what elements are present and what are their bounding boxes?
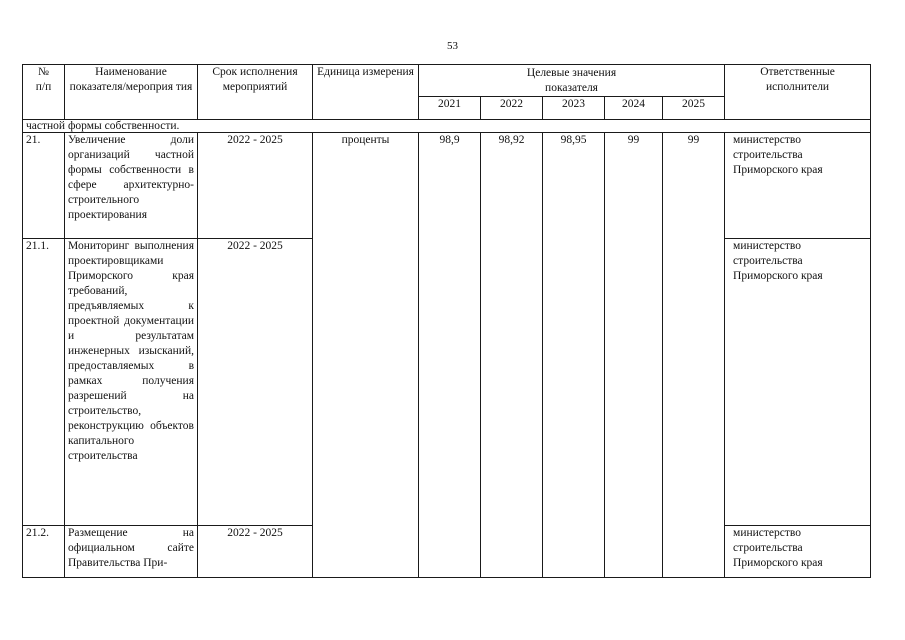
row-name: Размещение на официальном сайте Правительства При- <box>65 526 198 578</box>
header-target <box>419 65 725 97</box>
header-target-label: Целевые значения показателя <box>526 66 617 94</box>
row-value-2024 <box>605 239 663 526</box>
row-responsible: министерство строительства Приморского края <box>725 133 871 239</box>
table-row <box>23 133 871 239</box>
row-responsible: министерство строительства Приморского края <box>725 239 871 526</box>
row-unit: проценты <box>313 133 419 239</box>
year-2022: 2022 <box>481 97 543 120</box>
row-value-2025 <box>663 526 725 578</box>
header-row <box>23 65 871 97</box>
group-row <box>23 120 871 133</box>
row-value-2022 <box>481 526 543 578</box>
header-name: Наименование показателя/мероприя тия <box>65 65 198 120</box>
row-value-2022 <box>481 239 543 526</box>
header-term: Срок исполнения мероприятий <box>198 65 313 120</box>
row-unit <box>313 239 419 526</box>
header-num: № п/п <box>23 65 65 120</box>
header-responsible: Ответственные исполнители <box>725 65 871 120</box>
table-row <box>23 526 871 578</box>
row-name: Увеличение доли организаций частной формы собственности в сфере архитектурно-строительного проектирования <box>65 133 198 239</box>
row-value-2021: 98,9 <box>419 133 481 239</box>
page-number: 53 <box>447 40 458 52</box>
row-value-2024 <box>605 526 663 578</box>
row-value-2021 <box>419 239 481 526</box>
row-value-2025: 99 <box>663 133 725 239</box>
row-term: 2022 - 2025 <box>198 239 313 526</box>
year-2024: 2024 <box>605 97 663 120</box>
row-value-2025 <box>663 239 725 526</box>
year-2025: 2025 <box>663 97 725 120</box>
row-value-2023 <box>543 526 605 578</box>
row-term: 2022 - 2025 <box>198 526 313 578</box>
row-value-2022: 98,92 <box>481 133 543 239</box>
group-label: частной формы собственности. <box>23 120 871 133</box>
table-row <box>23 239 871 526</box>
row-num: 21. <box>23 133 65 239</box>
row-value-2021 <box>419 526 481 578</box>
row-value-2023: 98,95 <box>543 133 605 239</box>
row-num: 21.1. <box>23 239 65 526</box>
indicators-table <box>22 64 871 578</box>
year-2023: 2023 <box>543 97 605 120</box>
row-value-2024: 99 <box>605 133 663 239</box>
row-responsible: министерство строительства Приморского края <box>725 526 871 578</box>
year-2021: 2021 <box>419 97 481 120</box>
row-name: Мониторинг выполнения проектировщиками Приморского края требований, предъявляемых к проектной документации и результатам инженерных изысканий, предоставляемых в рамках получения разрешений на строительство, реконструкцию объектов капитального строительства <box>65 239 198 526</box>
row-value-2023 <box>543 239 605 526</box>
row-num: 21.2. <box>23 526 65 578</box>
row-term: 2022 - 2025 <box>198 133 313 239</box>
row-unit <box>313 526 419 578</box>
header-unit: Единица измерения <box>313 65 419 120</box>
